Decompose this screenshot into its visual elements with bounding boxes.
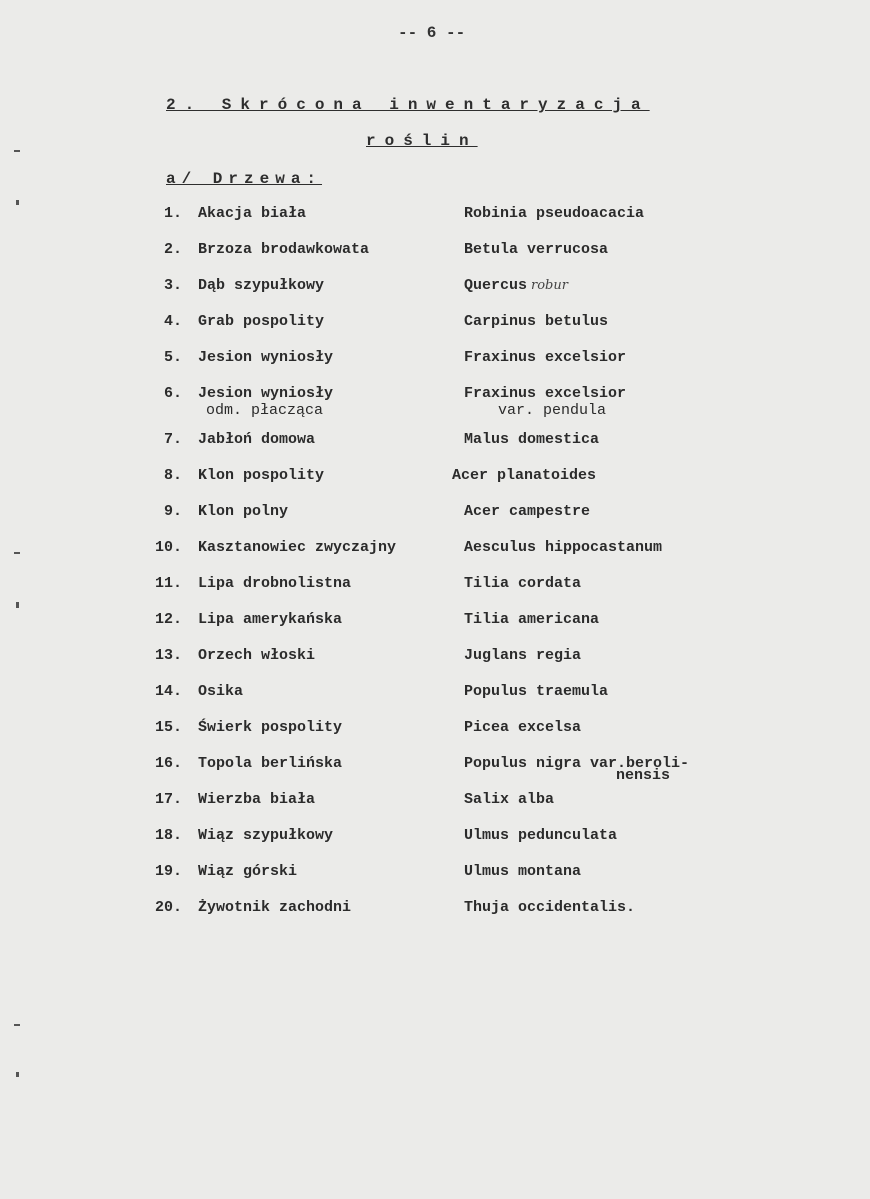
tree-row	[0, 755, 870, 791]
tree-row	[0, 431, 870, 467]
tree-polish-name: Wierzba biała	[198, 791, 316, 808]
margin-mark	[16, 200, 19, 205]
tree-polish-name: Kasztanowiec zwyczajny	[198, 539, 397, 556]
tree-polish-name: Jabłoń domowa	[198, 431, 316, 448]
section-title-continued: roślin	[366, 132, 478, 150]
tree-latin-name-continued: nensis	[616, 767, 671, 784]
tree-latin-name: Juglans regia	[464, 647, 582, 664]
tree-row	[0, 827, 870, 863]
tree-latin-name: Acer campestre	[464, 503, 591, 520]
tree-polish-name: Żywotnik zachodni	[198, 899, 352, 916]
tree-polish-name: Jesion wyniosły	[198, 385, 334, 402]
tree-number: 9.	[163, 503, 182, 520]
tree-latin-name: Malus domestica	[464, 431, 600, 448]
tree-polish-name: Akacja biała	[198, 205, 307, 222]
tree-row	[0, 899, 870, 935]
tree-latin-name: Robinia pseudoacacia	[464, 205, 645, 222]
tree-row	[0, 863, 870, 899]
tree-latin-name: Betula verrucosa	[464, 241, 609, 258]
tree-latin-name-line2: var. pendula	[498, 402, 607, 419]
tree-row	[0, 575, 870, 611]
tree-latin-name: Quercus robur	[464, 277, 568, 294]
tree-number: 2.	[163, 241, 182, 258]
tree-row	[0, 647, 870, 683]
tree-row	[0, 791, 870, 827]
tree-polish-name: Brzoza brodawkowata	[198, 241, 370, 258]
tree-polish-name: Świerk pospolity	[198, 719, 343, 736]
tree-latin-name: Populus traemula	[464, 683, 609, 700]
tree-latin-name: Acer planatoides	[452, 467, 597, 484]
tree-polish-name: Grab pospolity	[198, 313, 325, 330]
tree-number: 5.	[163, 349, 182, 366]
tree-number: 15.	[154, 719, 182, 736]
page-number: -- 6 --	[398, 24, 466, 42]
tree-latin-name: Ulmus pedunculata	[464, 827, 618, 844]
tree-number: 11.	[154, 575, 182, 592]
tree-polish-name: Wiąz górski	[198, 863, 298, 880]
tree-polish-name: Topola berlińska	[198, 755, 343, 772]
tree-row	[0, 683, 870, 719]
margin-mark	[14, 552, 20, 554]
section-title: 2. Skrócona inwentaryzacja	[166, 96, 650, 114]
tree-row	[0, 277, 870, 313]
tree-number: 13.	[154, 647, 182, 664]
margin-mark	[14, 150, 20, 152]
tree-row	[0, 385, 870, 421]
tree-number: 3.	[163, 277, 182, 294]
tree-row	[0, 241, 870, 277]
tree-polish-name-line2: odm. płacząca	[206, 402, 324, 419]
handwritten-annotation: robur	[531, 278, 568, 293]
tree-number: 18.	[154, 827, 182, 844]
tree-number: 1.	[163, 205, 182, 222]
tree-latin-name: Fraxinus excelsior	[464, 385, 627, 402]
tree-polish-name: Lipa amerykańska	[198, 611, 343, 628]
tree-latin-name: Fraxinus excelsior	[464, 349, 627, 366]
tree-number: 16.	[154, 755, 182, 772]
tree-number: 7.	[163, 431, 182, 448]
tree-row	[0, 313, 870, 349]
tree-number: 8.	[163, 467, 182, 484]
margin-mark	[16, 1072, 19, 1077]
tree-latin-name: Thuja occidentalis.	[464, 899, 636, 916]
tree-latin-name: Ulmus montana	[464, 863, 582, 880]
tree-number: 10.	[154, 539, 182, 556]
margin-mark	[16, 602, 19, 608]
tree-polish-name: Jesion wyniosły	[198, 349, 334, 366]
tree-number: 17.	[154, 791, 182, 808]
tree-number: 6.	[163, 385, 182, 402]
tree-polish-name: Dąb szypułkowy	[198, 277, 325, 294]
tree-number: 20.	[154, 899, 182, 916]
tree-number: 14.	[154, 683, 182, 700]
tree-latin-name: Picea excelsa	[464, 719, 582, 736]
tree-row	[0, 539, 870, 575]
tree-row	[0, 719, 870, 755]
tree-latin-name: Aesculus hippocastanum	[464, 539, 663, 556]
subsection-heading: a/ Drzewa:	[166, 170, 323, 188]
tree-polish-name: Klon polny	[198, 503, 289, 520]
tree-number: 19.	[154, 863, 182, 880]
tree-row	[0, 467, 870, 503]
tree-row	[0, 349, 870, 385]
tree-latin-name: Populus nigra var.beroli-	[464, 755, 690, 772]
tree-polish-name: Lipa drobnolistna	[198, 575, 352, 592]
tree-polish-name: Wiąz szypułkowy	[198, 827, 334, 844]
tree-latin-name: Tilia americana	[464, 611, 600, 628]
tree-latin-name: Tilia cordata	[464, 575, 582, 592]
tree-row	[0, 611, 870, 647]
tree-row	[0, 503, 870, 539]
tree-latin-name: Salix alba	[464, 791, 555, 808]
tree-latin-name: Carpinus betulus	[464, 313, 609, 330]
tree-polish-name: Orzech włoski	[198, 647, 316, 664]
margin-mark	[14, 1024, 20, 1026]
tree-number: 4.	[163, 313, 182, 330]
tree-row	[0, 205, 870, 241]
tree-polish-name: Klon pospolity	[198, 467, 325, 484]
tree-number: 12.	[154, 611, 182, 628]
tree-polish-name: Osika	[198, 683, 244, 700]
